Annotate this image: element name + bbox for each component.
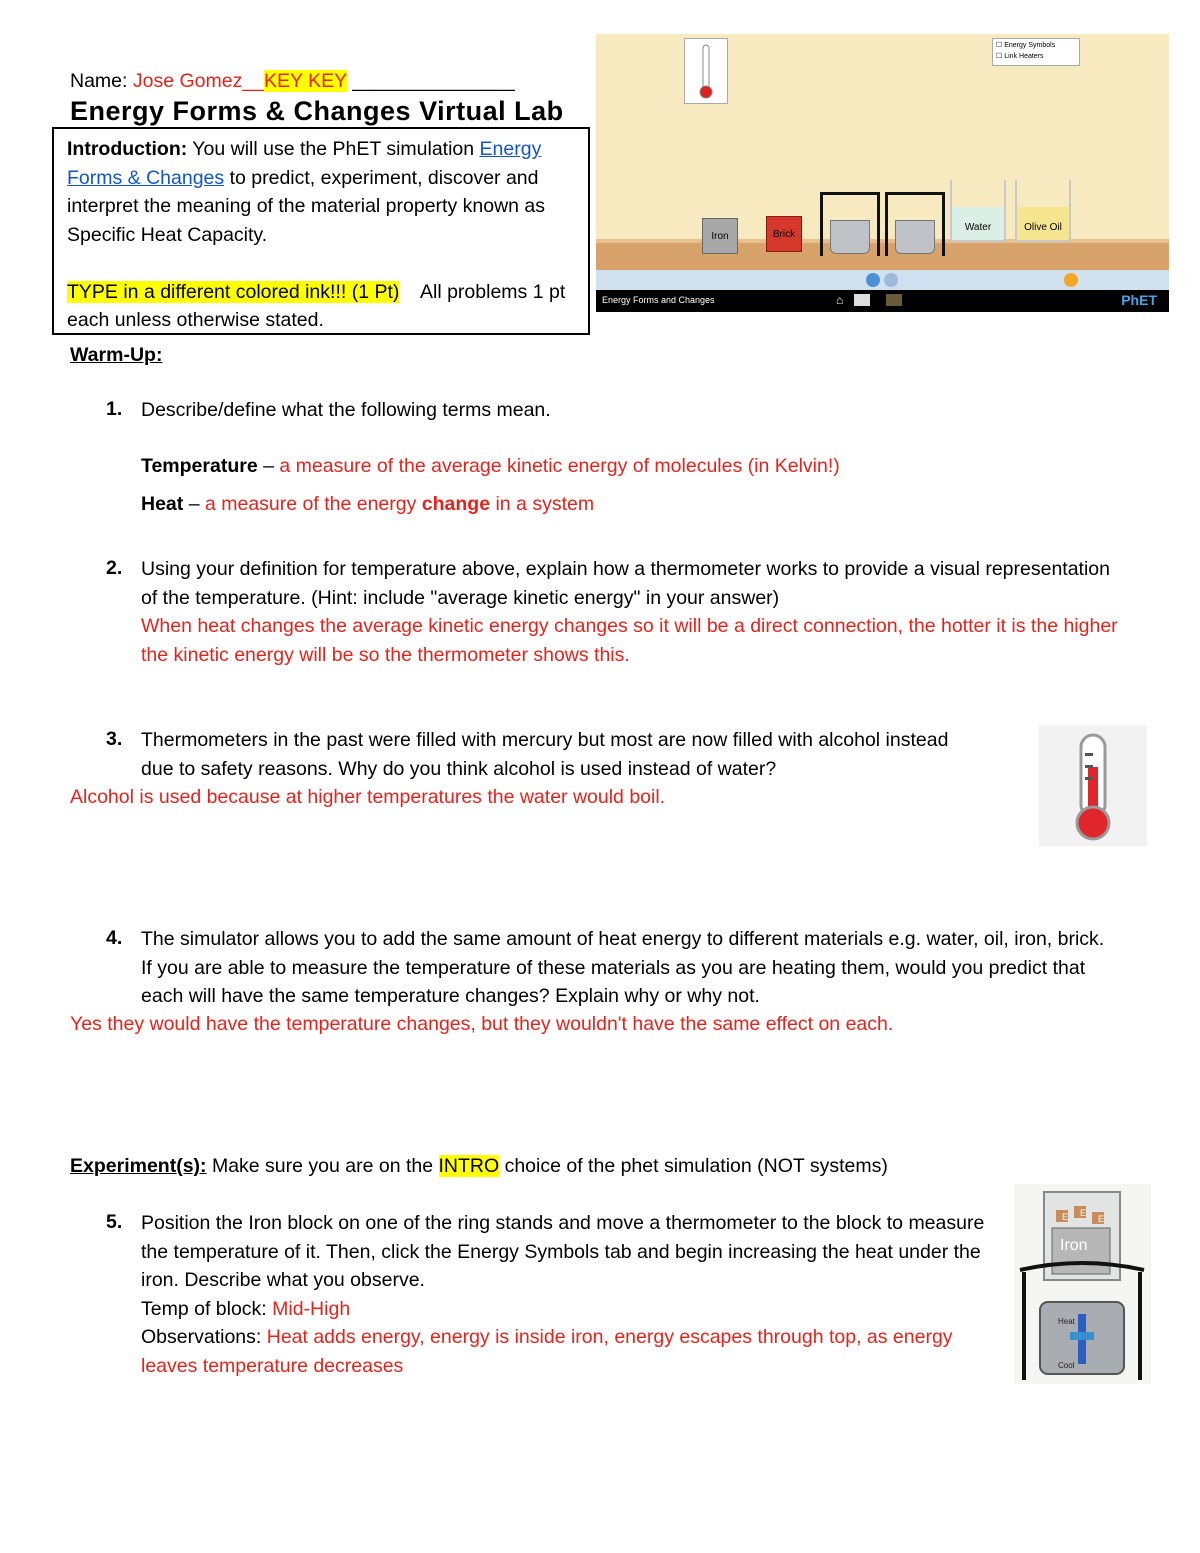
water-label: Water [964, 222, 992, 233]
type-instruction: TYPE in a different colored ink!!! (1 Pt) [67, 280, 400, 303]
q5-observation-line [141, 1323, 991, 1380]
energy-chip-label: E [1080, 1208, 1087, 1218]
name-blank: _______________ [346, 70, 515, 92]
experiment-line [70, 1152, 888, 1181]
heat-answer-b: change [421, 493, 491, 515]
warmup-heading: Warm-Up: [70, 344, 163, 366]
intro-text [67, 135, 582, 335]
step-button[interactable] [884, 273, 898, 287]
control-strip [596, 270, 1169, 290]
thermometer-image [1039, 725, 1147, 846]
intro-label: Introduction: [67, 138, 188, 160]
q5-number: 5. [106, 1211, 123, 1233]
temperature-answer: a measure of the average kinetic energy of molecules (in Kelvin!) [279, 455, 840, 477]
energy-chip-label: E [1062, 1212, 1069, 1222]
energy-symbols-checkbox[interactable]: ☐ Energy Symbols [996, 42, 1056, 49]
q3-answer: Alcohol is used because at higher temperatures the water would boil. [70, 786, 666, 808]
intro-text-a: You will use the PhET simulation [187, 138, 480, 160]
heat-answer-a: a measure of the energy [204, 493, 422, 515]
term-temperature: Temperature [141, 455, 258, 477]
observation-label: Observations: [141, 1326, 267, 1348]
q1-number: 1. [106, 398, 123, 420]
dash: – [183, 493, 205, 515]
q4-answer: Yes they would have the temperature changes, but they wouldn't have the same effect on each. [70, 1013, 894, 1035]
q2-prompt: Using your definition for temperature above, explain how a thermometer works to provide a visual representation of the temperature. (Hint: include "average kinetic energy" in your answer) [141, 558, 1111, 609]
document-title: Energy Forms & Changes Virtual Lab [70, 96, 564, 126]
points-note: All problems 1 pt each unless otherwise stated. [67, 280, 566, 331]
phet-sim-screenshot [596, 34, 1169, 312]
cool-label: Cool [1058, 1361, 1075, 1370]
q4-prompt: The simulator allows you to add the same amount of heat energy to different materials e.g. water, oil, iron, brick. If you are able to measure the temperature of these materials as you are heating them, would you predict that each will have the same temperature changes? Explain why or why not. [141, 928, 1105, 1007]
experiment-text-a: Make sure you are on the [206, 1155, 439, 1177]
phet-logo: PhET [1121, 292, 1157, 308]
energy-chip-label: E [1098, 1214, 1105, 1224]
heat-answer-c: in a system [490, 493, 595, 515]
heater-2[interactable] [895, 220, 935, 254]
olive-oil-beaker[interactable] [1015, 180, 1071, 242]
intro-highlight: INTRO [438, 1155, 500, 1177]
q2-answer: When heat changes the average kinetic energy changes so it will be a direct connection, the hotter it is the higher the kinetic energy will be so the thermometer shows this. [141, 615, 1118, 666]
term-heat: Heat [141, 493, 184, 515]
thermometer-icon [1039, 725, 1147, 846]
temp-label: Temp of block: [141, 1297, 273, 1320]
q3-number: 3. [106, 728, 123, 750]
iron-label: Iron [1060, 1237, 1088, 1254]
intro-screen-icon[interactable] [854, 294, 870, 306]
q5-block [141, 1209, 991, 1380]
q1-temperature-line [141, 452, 1141, 481]
name-line [70, 70, 515, 93]
student-name: Jose Gomez__ [132, 70, 265, 92]
water-beaker[interactable] [950, 180, 1006, 242]
heat-label: Heat [1058, 1317, 1075, 1326]
q4-number: 4. [106, 927, 123, 949]
thermometer-icon [685, 39, 727, 103]
sim-link[interactable]: Energy Forms & Changes [67, 138, 542, 189]
reset-button[interactable] [1064, 273, 1078, 287]
heater-1[interactable] [830, 220, 870, 254]
pause-button[interactable] [866, 273, 880, 287]
thermometer-toolbox [684, 38, 728, 104]
sim-navbar [596, 290, 1169, 312]
home-icon[interactable]: ⌂ [836, 293, 844, 307]
q1-prompt: Describe/define what the following terms mean. [141, 399, 551, 421]
iron-on-heater-image [1014, 1184, 1151, 1384]
q1-heat-line [141, 490, 1141, 519]
intro-text-b: to predict, experiment, discover and interpret the meaning of the material property known as Specific Heat Capacity. [67, 166, 546, 246]
q5-prompt: Position the Iron block on one of the ring stands and move a thermometer to the block to measure the temperature of it. Then, click the Energy Symbols tab and begin increasing the heat under the iron. Describe what you observe. [141, 1212, 985, 1291]
olive-oil-label: Olive Oil [1024, 222, 1062, 233]
sim-title: Energy Forms and Changes [602, 295, 715, 305]
systems-screen-icon[interactable] [886, 294, 902, 306]
name-label: Name: [70, 70, 133, 92]
link-heaters-checkbox[interactable]: ☐ Link Heaters [996, 53, 1044, 60]
q2-number: 2. [106, 557, 123, 579]
temp-answer: Mid-High [272, 1297, 351, 1320]
q2-block [141, 555, 1131, 669]
key-label: KEY KEY [264, 70, 347, 92]
brick-block[interactable]: Brick [766, 216, 802, 252]
q3-prompt: Thermometers in the past were filled with mercury but most are now filled with alcohol instead due to safety reasons. Why do you think alcohol is used instead of water? [141, 729, 949, 780]
observation-answer: Heat adds energy, energy is inside iron, energy escapes through top, as energy leaves temperature decreases [141, 1326, 953, 1377]
q5-temp-line [141, 1295, 991, 1324]
dash: – [257, 455, 280, 477]
experiment-text-b: choice of the phet simulation (NOT systems) [499, 1155, 888, 1177]
iron-heater-illustration [1014, 1184, 1151, 1384]
iron-block[interactable]: Iron [702, 218, 738, 254]
intro-box [52, 127, 590, 335]
checkbox-panel [992, 38, 1080, 66]
experiment-heading: Experiment(s): [70, 1155, 207, 1177]
